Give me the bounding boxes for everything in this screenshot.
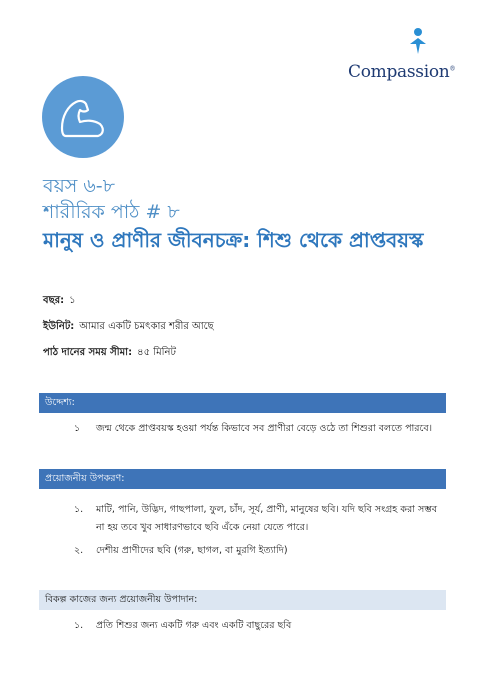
compassion-logo[interactable]: Compassion® bbox=[348, 62, 456, 82]
alternate-materials-header: বিকল্প কাজের জন্য প্রয়োজনীয় উপাদান: bbox=[39, 590, 446, 610]
meta-time: পাঠ দানের সময় সীমা: ৪৫ মিনিট bbox=[43, 347, 176, 358]
list-item: ২. দেশীয় প্রাণীদের ছবি (গরু, ছাগল, বা মুরগি ইত্যাদি) bbox=[74, 545, 288, 556]
flexed-arm-icon bbox=[42, 76, 124, 158]
page-title: মানুষ ও প্রাণীর জীবনচক্র: শিশু থেকে প্রাপ্তবয়স্ক bbox=[43, 228, 424, 252]
lesson-icon-circle bbox=[42, 76, 124, 158]
meta-year: বছর: ১ bbox=[43, 295, 76, 306]
lesson-number: শারীরিক পাঠ # ৮ bbox=[43, 201, 180, 223]
age-range: বয়স ৬-৮ bbox=[43, 175, 115, 197]
materials-header: প্রয়োজনীয় উপকরণ: bbox=[39, 469, 446, 489]
list-item: ১. প্রতি শিশুর জন্য একটি গরু এবং একটি বাছুরের ছবি bbox=[74, 620, 292, 631]
list-item: ১ জন্ম থেকে প্রাপ্তবয়স্ক হওয়া পর্যন্ত কিভাবে সব প্রাণীরা বেড়ে ওঠে তা শিশুরা বলতে পারবে। bbox=[74, 423, 433, 434]
list-item: ১. মাটি, পানি, উদ্ভিদ, গাছপালা, ফুল, চাঁদ, সূর্য, প্রাণী, মানুষের ছবি। যদি ছবি সংগ্রহ করা সম্ভব না হয় তবে খুব সাধারণভাবে ছবি এঁকে নেয়া যেতে পারে। bbox=[74, 504, 438, 533]
meta-unit: ইউনিট: আমার একটি চমৎকার শরীর আছে bbox=[43, 321, 214, 332]
objectives-header: উদ্দেশ্য: bbox=[39, 393, 446, 413]
